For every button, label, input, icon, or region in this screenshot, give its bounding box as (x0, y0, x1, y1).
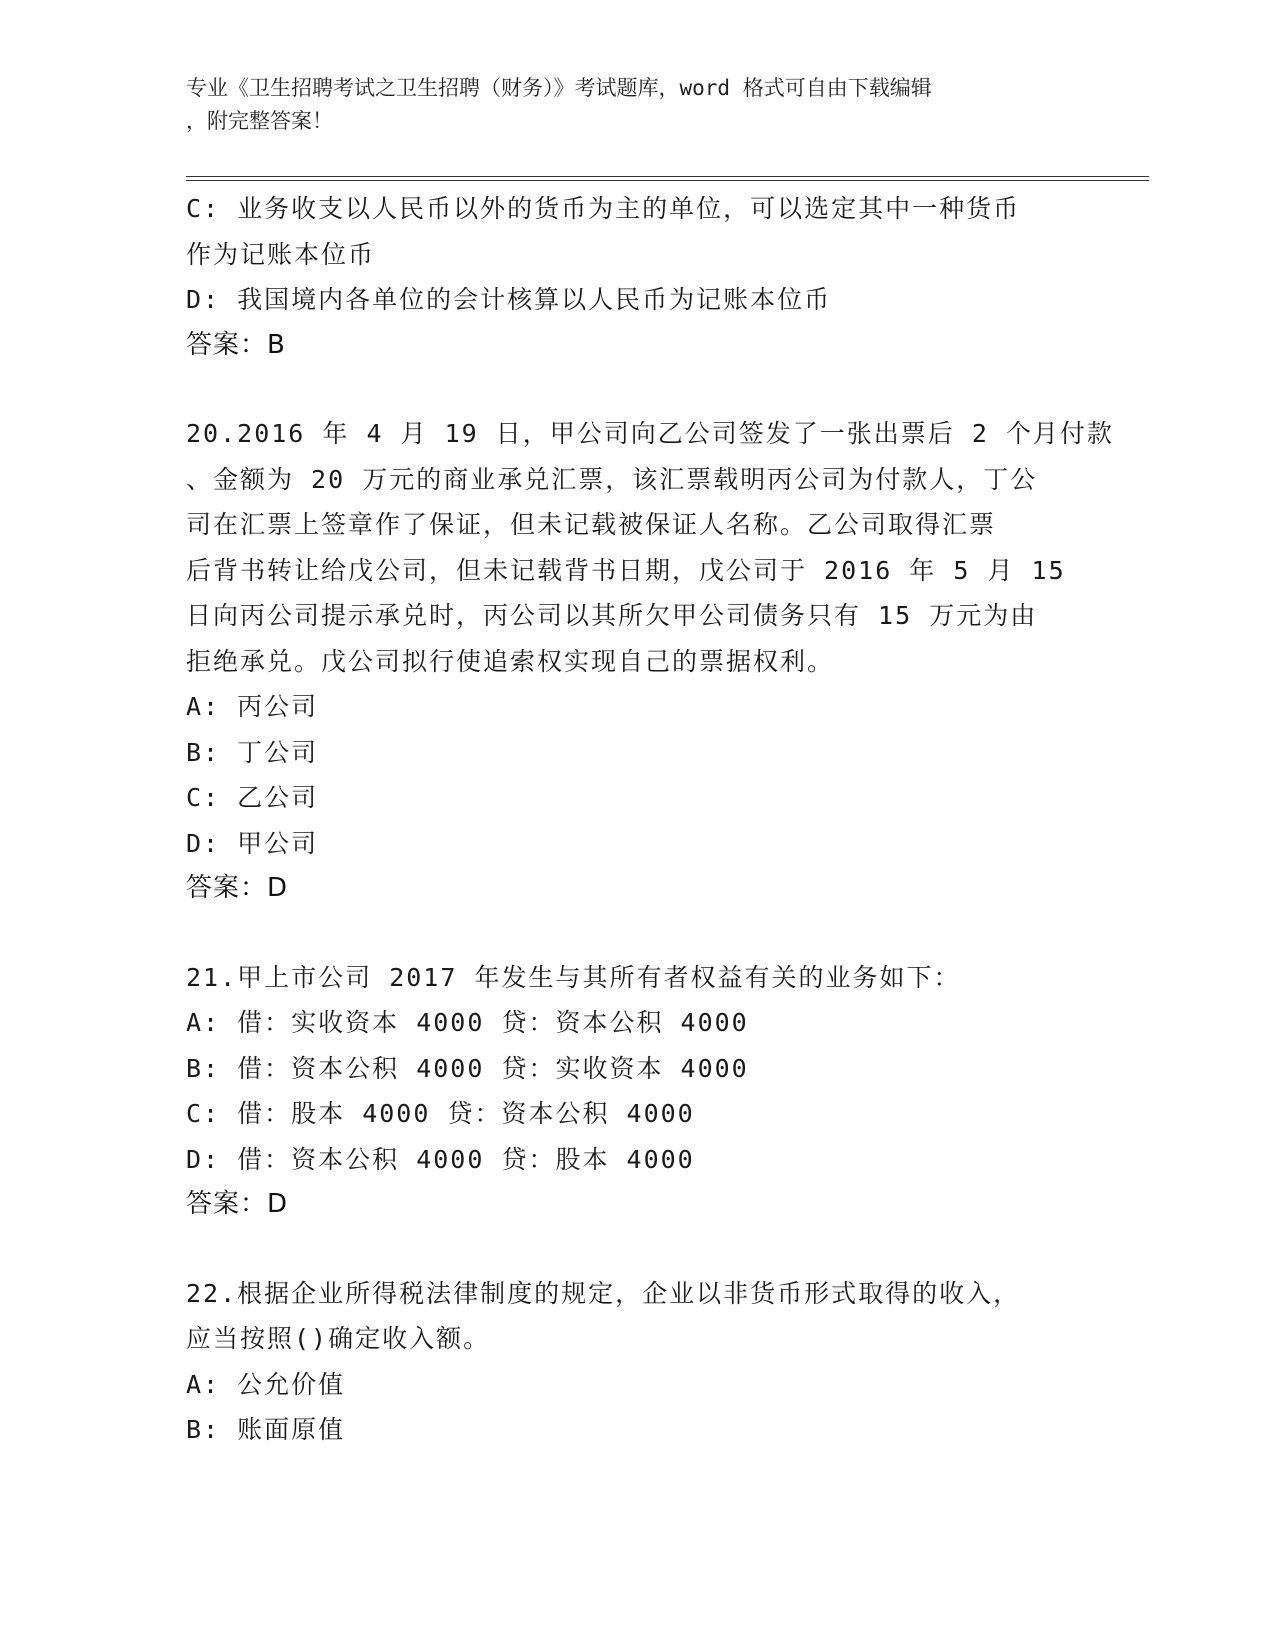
option-d: D: 甲公司 (186, 828, 319, 858)
option-c: C: 业务收支以人民币以外的货币为主的单位，可以选定其中一种货币 (186, 194, 1021, 223)
option-b: B: 账面原值 (186, 1415, 346, 1444)
question-text: 日向丙公司提示承兑时，丙公司以其所欠甲公司债务只有 15 万元为由 (186, 601, 1038, 630)
question-text: 22.根据企业所得税法律制度的规定，企业以非货币形式取得的收入， (186, 1278, 1021, 1308)
answer: 答案：D (186, 1189, 289, 1219)
question-text: 21.甲上市公司 2017 年发生与其所有者权益有关的业务如下： (186, 962, 961, 992)
question-text: 20.2016 年 4 月 19 日，甲公司向乙公司签发了一张出票后 2 个月付款 (186, 419, 1114, 448)
header-line-2: ，附完整答案！ (186, 109, 333, 133)
option-c-continued: 作为记账本位币 (186, 239, 376, 269)
answer: 答案：B (186, 329, 286, 360)
option-d: D: 借：资本公积 4000 贷：股本 4000 (186, 1144, 695, 1174)
option-a: A: 丙公司 (186, 692, 319, 721)
page-header (186, 72, 1066, 138)
question-20 (186, 411, 1114, 912)
option-c: C: 乙公司 (186, 783, 319, 812)
option-a: A: 借：实收资本 4000 贷：资本公积 4000 (186, 1008, 749, 1037)
question-19-tail (186, 186, 1066, 368)
question-22 (186, 1271, 1066, 1453)
header-divider (186, 176, 1149, 181)
option-a: A: 公允价值 (186, 1369, 346, 1399)
question-21 (186, 955, 1066, 1228)
question-text: 、金额为 20 万元的商业承兑汇票，该汇票载明丙公司为付款人，丁公 (186, 464, 1038, 494)
question-text: 应当按照()确定收入额。 (186, 1324, 491, 1353)
option-b: B: 丁公司 (186, 737, 319, 767)
option-d: D: 我国境内各单位的会计核算以人民币为记账本位币 (186, 285, 832, 314)
option-c: C: 借：股本 4000 贷：资本公积 4000 (186, 1099, 695, 1128)
answer: 答案：D (186, 873, 289, 903)
question-text: 后背书转让给戊公司，但未记载背书日期，戊公司于 2016 年 5 月 15 (186, 555, 1066, 585)
header-line-1: 专业《卫生招聘考试之卫生招聘（财务）》考试题库，word 格式可自由下载编辑 (186, 76, 932, 100)
question-text: 拒绝承兑。戊公司拟行使追索权实现自己的票据权利。 (186, 646, 835, 676)
question-list (186, 186, 1114, 1453)
question-text: 司在汇票上签章作了保证，但未记载被保证人名称。乙公司取得汇票 (186, 510, 997, 539)
option-b: B: 借：资本公积 4000 贷：实收资本 4000 (186, 1053, 749, 1083)
